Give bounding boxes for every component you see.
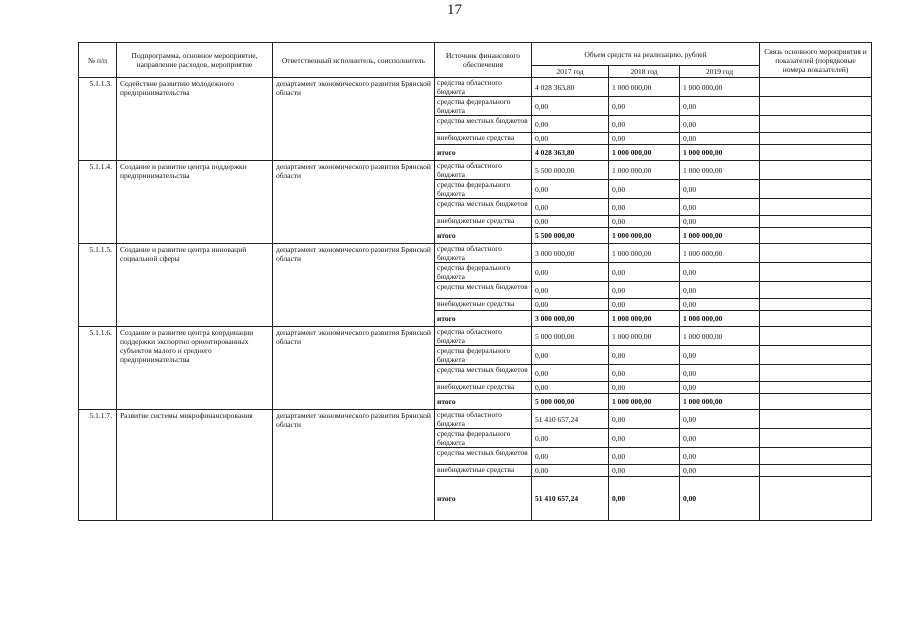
amount-cell: 0,00 — [609, 180, 680, 199]
indicator-link-cell — [760, 161, 872, 180]
funding-source: внебюджетные средства — [435, 382, 532, 394]
row-activity-name: Создание и развитие центра инноваций социальной сферы — [117, 244, 273, 327]
indicator-link-cell — [760, 465, 872, 477]
amount-cell: 0,00 — [680, 382, 760, 394]
amount-cell: 0,00 — [609, 465, 680, 477]
table-body — [79, 78, 872, 521]
amount-cell: 0,00 — [532, 97, 609, 116]
amount-cell: 1 000 000,00 — [680, 394, 760, 410]
amount-cell: 0,00 — [609, 97, 680, 116]
amount-cell: 0,00 — [609, 477, 680, 521]
amount-cell: 0,00 — [532, 116, 609, 133]
funding-source: средства областного бюджета — [435, 327, 532, 346]
row-executor: департамент экономического развития Брянской области — [273, 410, 435, 521]
header-link: Связь основного мероприятия и показателей (порядковые номера показателей) — [760, 43, 872, 78]
indicator-link-cell — [760, 327, 872, 346]
funding-source: средства федерального бюджета — [435, 346, 532, 365]
amount-cell: 51 410 657,24 — [532, 477, 609, 521]
funding-source: итого — [435, 477, 532, 521]
header-program: Подпрограмма, основное мероприятие, направление расходов, мероприятие — [117, 43, 273, 78]
amount-cell: 1 000 000,00 — [609, 394, 680, 410]
row-code: 5.1.1.4. — [79, 161, 117, 244]
header-year: 2018 год — [609, 66, 680, 78]
funding-source: внебюджетные средства — [435, 216, 532, 228]
indicator-link-cell — [760, 199, 872, 216]
table-row — [79, 161, 872, 180]
amount-cell: 0,00 — [609, 299, 680, 311]
funding-source: средства местных бюджетов — [435, 282, 532, 299]
amount-cell: 0,00 — [609, 116, 680, 133]
funding-source: средства областного бюджета — [435, 410, 532, 429]
row-executor: департамент экономического развития Брянской области — [273, 244, 435, 327]
amount-cell: 0,00 — [609, 216, 680, 228]
amount-cell: 1 000 000,00 — [680, 311, 760, 327]
row-code: 5.1.1.3. — [79, 78, 117, 161]
amount-cell: 3 000 000,00 — [532, 311, 609, 327]
funding-table — [78, 42, 872, 521]
amount-cell: 0,00 — [680, 97, 760, 116]
amount-cell: 1 000 000,00 — [680, 327, 760, 346]
funding-source: средства областного бюджета — [435, 244, 532, 263]
funding-source: средства областного бюджета — [435, 161, 532, 180]
amount-cell: 0,00 — [680, 365, 760, 382]
amount-cell: 0,00 — [609, 282, 680, 299]
table-row — [79, 78, 872, 97]
amount-cell: 0,00 — [680, 299, 760, 311]
amount-cell: 0,00 — [680, 410, 760, 429]
amount-cell: 0,00 — [532, 133, 609, 145]
indicator-link-cell — [760, 282, 872, 299]
amount-cell: 0,00 — [532, 465, 609, 477]
funding-source: внебюджетные средства — [435, 465, 532, 477]
indicator-link-cell — [760, 263, 872, 282]
row-executor: департамент экономического развития Брянской области — [273, 161, 435, 244]
funding-source: средства местных бюджетов — [435, 448, 532, 465]
amount-cell: 0,00 — [680, 180, 760, 199]
funding-source: итого — [435, 394, 532, 410]
header-executor: Ответственный исполнитель, соисполнитель — [273, 43, 435, 78]
amount-cell: 1 000 000,00 — [609, 228, 680, 244]
indicator-link-cell — [760, 228, 872, 244]
amount-cell: 1 000 000,00 — [609, 78, 680, 97]
amount-cell: 1 000 000,00 — [609, 161, 680, 180]
page-number: 17 — [447, 2, 462, 18]
indicator-link-cell — [760, 477, 872, 521]
funding-source: средства федерального бюджета — [435, 263, 532, 282]
amount-cell: 0,00 — [609, 263, 680, 282]
amount-cell: 1 000 000,00 — [609, 327, 680, 346]
indicator-link-cell — [760, 410, 872, 429]
amount-cell: 0,00 — [532, 180, 609, 199]
funding-source: средства федерального бюджета — [435, 97, 532, 116]
indicator-link-cell — [760, 180, 872, 199]
row-activity-name: Содействие развитию молодежного предпринимательства — [117, 78, 273, 161]
amount-cell: 0,00 — [680, 465, 760, 477]
indicator-link-cell — [760, 448, 872, 465]
amount-cell: 5 000 000,00 — [532, 327, 609, 346]
amount-cell: 4 028 363,80 — [532, 145, 609, 161]
header-year: 2019 год — [680, 66, 760, 78]
indicator-link-cell — [760, 116, 872, 133]
amount-cell: 0,00 — [609, 133, 680, 145]
amount-cell: 0,00 — [532, 216, 609, 228]
amount-cell: 0,00 — [680, 448, 760, 465]
amount-cell: 0,00 — [532, 365, 609, 382]
indicator-link-cell — [760, 382, 872, 394]
amount-cell: 0,00 — [609, 199, 680, 216]
funding-source: внебюджетные средства — [435, 299, 532, 311]
row-activity-name: Развитие системы микрофинансирования — [117, 410, 273, 521]
indicator-link-cell — [760, 311, 872, 327]
funding-source: средства местных бюджетов — [435, 365, 532, 382]
header-source: Источник финансового обеспечения — [435, 43, 532, 78]
row-code: 5.1.1.5. — [79, 244, 117, 327]
amount-cell: 1 000 000,00 — [609, 145, 680, 161]
amount-cell: 5 500 000,00 — [532, 161, 609, 180]
amount-cell: 1 000 000,00 — [609, 244, 680, 263]
funding-source: итого — [435, 311, 532, 327]
amount-cell: 0,00 — [680, 477, 760, 521]
row-code: 5.1.1.7. — [79, 410, 117, 521]
amount-cell: 0,00 — [609, 448, 680, 465]
amount-cell: 0,00 — [680, 263, 760, 282]
funding-source: средства местных бюджетов — [435, 116, 532, 133]
row-activity-name: Создание и развитие центра поддержки предпринимательства — [117, 161, 273, 244]
row-activity-name: Создание и развитие центра координации поддержки экспортно ориентированных субъектов малого и среднего предпринимательства — [117, 327, 273, 410]
indicator-link-cell — [760, 244, 872, 263]
amount-cell: 1 000 000,00 — [680, 244, 760, 263]
amount-cell: 0,00 — [680, 133, 760, 145]
row-executor: департамент экономического развития Брянской области — [273, 327, 435, 410]
indicator-link-cell — [760, 216, 872, 228]
amount-cell: 1 000 000,00 — [680, 78, 760, 97]
funding-source: итого — [435, 145, 532, 161]
amount-cell: 3 000 000,00 — [532, 244, 609, 263]
amount-cell: 0,00 — [680, 282, 760, 299]
amount-cell: 0,00 — [532, 263, 609, 282]
amount-cell: 0,00 — [680, 116, 760, 133]
amount-cell: 0,00 — [680, 199, 760, 216]
indicator-link-cell — [760, 97, 872, 116]
amount-cell: 0,00 — [532, 282, 609, 299]
amount-cell: 1 000 000,00 — [609, 311, 680, 327]
funding-source: средства местных бюджетов — [435, 199, 532, 216]
indicator-link-cell — [760, 346, 872, 365]
funding-source: средства федерального бюджета — [435, 429, 532, 448]
indicator-link-cell — [760, 78, 872, 97]
amount-cell: 0,00 — [680, 429, 760, 448]
amount-cell: 1 000 000,00 — [680, 145, 760, 161]
indicator-link-cell — [760, 365, 872, 382]
amount-cell: 5 000 000,00 — [532, 394, 609, 410]
row-executor: департамент экономического развития Брянской области — [273, 78, 435, 161]
indicator-link-cell — [760, 394, 872, 410]
amount-cell: 0,00 — [609, 410, 680, 429]
amount-cell: 4 028 363,80 — [532, 78, 609, 97]
amount-cell: 0,00 — [532, 448, 609, 465]
indicator-link-cell — [760, 145, 872, 161]
amount-cell: 0,00 — [609, 429, 680, 448]
amount-cell: 5 500 000,00 — [532, 228, 609, 244]
header-year: 2017 год — [532, 66, 609, 78]
amount-cell: 0,00 — [609, 382, 680, 394]
indicator-link-cell — [760, 429, 872, 448]
funding-source: средства федерального бюджета — [435, 180, 532, 199]
amount-cell: 0,00 — [680, 216, 760, 228]
funding-source: итого — [435, 228, 532, 244]
amount-cell: 0,00 — [609, 346, 680, 365]
header-number: № п/п — [79, 43, 117, 78]
table-row — [79, 327, 872, 346]
row-code: 5.1.1.6. — [79, 327, 117, 410]
amount-cell: 0,00 — [532, 199, 609, 216]
amount-cell: 0,00 — [532, 382, 609, 394]
funding-source: внебюджетные средства — [435, 133, 532, 145]
amount-cell: 1 000 000,00 — [680, 161, 760, 180]
indicator-link-cell — [760, 299, 872, 311]
amount-cell: 1 000 000,00 — [680, 228, 760, 244]
amount-cell: 51 410 657,24 — [532, 410, 609, 429]
indicator-link-cell — [760, 133, 872, 145]
amount-cell: 0,00 — [532, 346, 609, 365]
amount-cell: 0,00 — [532, 429, 609, 448]
amount-cell: 0,00 — [680, 346, 760, 365]
table-row — [79, 410, 872, 429]
table-row — [79, 244, 872, 263]
amount-cell: 0,00 — [609, 365, 680, 382]
funding-source: средства областного бюджета — [435, 78, 532, 97]
header-volume: Объем средств на реализацию, рублей — [532, 43, 760, 66]
amount-cell: 0,00 — [532, 299, 609, 311]
